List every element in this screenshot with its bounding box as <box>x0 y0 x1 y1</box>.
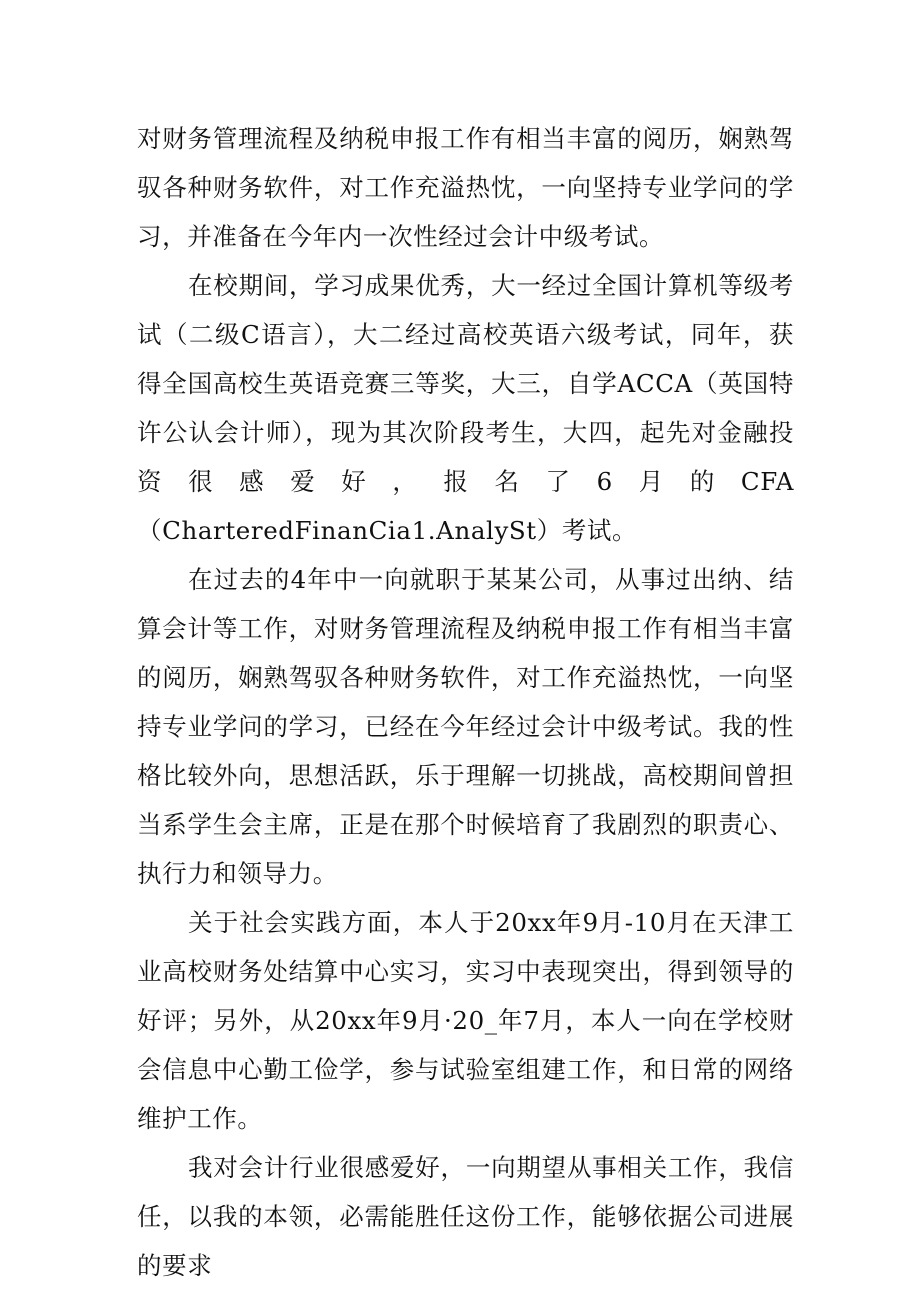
paragraph-4: 关于社会实践方面，本人于20xx年9月-10月在天津工业高校财务处结算中心实习，实习中表现突出，得到领导的好评；另外，从20xx年9月·20_年7月，本人一向在学校财会信息中心勤工俭学，参与试验室组建工作，和日常的网络维护工作。 <box>137 908 794 1133</box>
paragraph-5: 我对会计行业很感爱好，一向期望从事相关工作，我信任，以我的本领，必需能胜任这份工作，能够依据公司进展的要求 <box>137 1153 794 1280</box>
paragraph-2: 在校期间，学习成果优秀，大一经过全国计算机等级考试（二级C语言），大二经过高校英语六级考试，同年，获得全国高校生英语竞赛三等奖，大三，自学ACCA（英国特许公认会计师），现为其次阶段考生，大四，起先对金融投资很感爱好，报名了6月的CFA（CharteredFinanCia1.AnalySt）考试。 <box>137 271 794 545</box>
paragraph-3: 在过去的4年中一向就职于某某公司，从事过出纳、结算会计等工作，对财务管理流程及纳税申报工作有相当丰富的阅历，娴熟驾驭各种财务软件，对工作充溢热忱，一向坚持专业学问的学习，已经在今年经过会计中级考试。我的性格比较外向，思想活跃，乐于理解一切挑战，高校期间曾担当系学生会主席，正是在那个时候培育了我剧烈的职责心、执行力和领导力。 <box>137 565 794 888</box>
paragraph-1: 对财务管理流程及纳税申报工作有相当丰富的阅历，娴熟驾驭各种财务软件，对工作充溢热忱，一向坚持专业学问的学习，并准备在今年内一次性经过会计中级考试。 <box>137 124 794 251</box>
